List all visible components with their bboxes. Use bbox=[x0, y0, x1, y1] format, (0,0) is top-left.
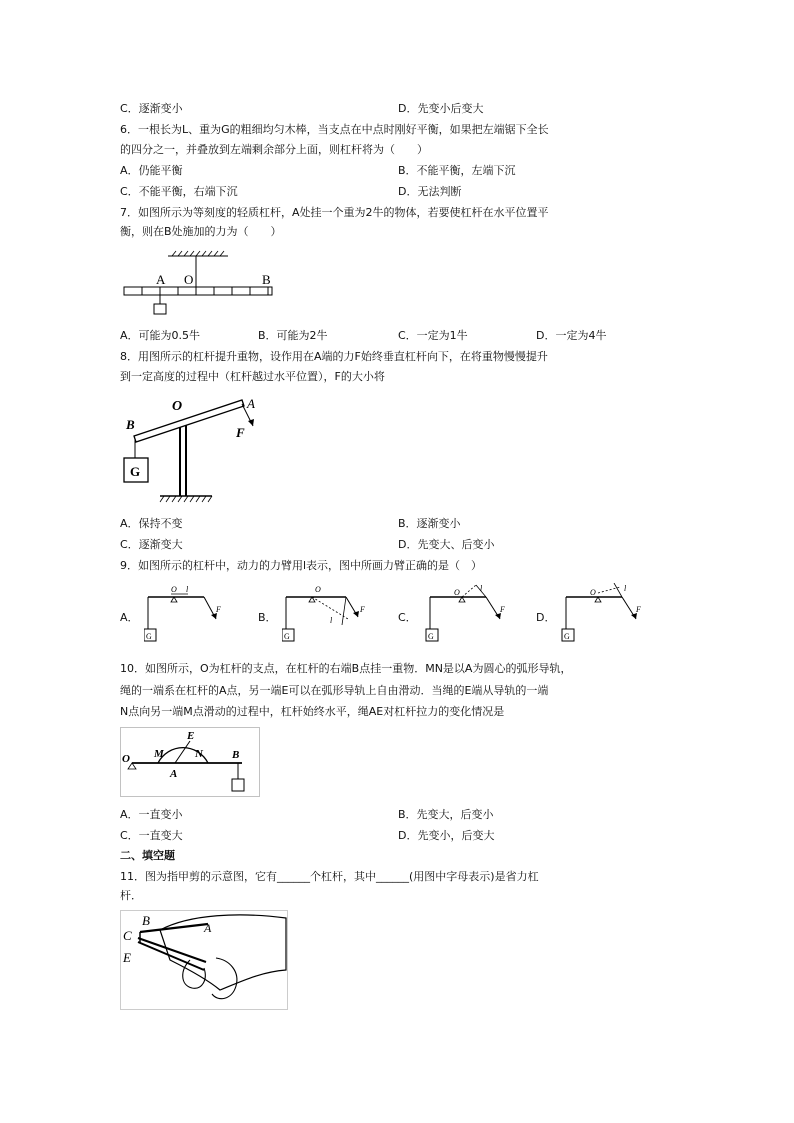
q7-weight-block bbox=[154, 304, 166, 314]
q9c-arm-dashed bbox=[462, 585, 476, 597]
q8-ground-hatch bbox=[160, 496, 212, 502]
q11-stem-line-1: 11．图为指甲剪的示意图，它有______个杠杆，其中______(用图中字母表示)是省力杠 bbox=[120, 870, 539, 883]
q9b-label-o: O bbox=[315, 585, 321, 594]
q5-option-d: D．先变小后变大 bbox=[398, 102, 484, 115]
q9a-label-l: l bbox=[186, 585, 189, 594]
q10-lever-figure bbox=[120, 727, 260, 797]
section-2-heading: 二、填空题 bbox=[120, 849, 175, 862]
q8-label-b: B bbox=[126, 417, 135, 432]
q8-lever-bar bbox=[134, 400, 244, 442]
q8-lever-figure bbox=[120, 392, 270, 510]
q10-option-d: D．先变小，后变大 bbox=[398, 829, 495, 842]
q8-stem-line-2: 到一定高度的过程中（杠杆越过水平位置），F的大小将 bbox=[120, 370, 385, 383]
q9-option-a-label: A． bbox=[120, 611, 139, 624]
q9-stem: 9．如图所示的杠杆中，动力的力臂用l表示，图中所画力臂正确的是（ ） bbox=[120, 559, 483, 572]
q7-option-b: B．可能为2牛 bbox=[258, 329, 328, 342]
q9c-label-o: O bbox=[454, 588, 460, 597]
q9c-label-g: G bbox=[428, 632, 434, 641]
q10-label-o: O bbox=[122, 753, 130, 765]
q9b-label-g: G bbox=[284, 632, 290, 641]
q8-label-f: F bbox=[236, 425, 245, 440]
q6-option-a: A．仍能平衡 bbox=[120, 164, 183, 177]
q7-lever-figure bbox=[118, 248, 286, 318]
q8-option-a: A．保持不变 bbox=[120, 517, 183, 530]
q10-weight-block bbox=[232, 779, 244, 791]
q10-stem-line-2: 绳的一端系在杠杆的A点，另一端E可以在弧形导轨上自由滑动．当绳的E端从导轨的一端 bbox=[120, 684, 549, 697]
q9b-arm-line bbox=[342, 597, 346, 625]
q9d-label-g: G bbox=[564, 632, 570, 641]
q6-option-b: B．不能平衡，左端下沉 bbox=[398, 164, 516, 177]
q9-figure-c bbox=[424, 583, 510, 649]
q9-figure-d bbox=[560, 583, 652, 649]
q5-option-c: C．逐渐变小 bbox=[120, 102, 183, 115]
q10-option-c: C．一直变大 bbox=[120, 829, 183, 842]
q9d-label-f: F bbox=[636, 605, 641, 614]
q8-label-a: A bbox=[247, 396, 255, 411]
q9-option-b-label: B． bbox=[258, 611, 277, 624]
q10-stem-line-3: N点向另一端M点滑动的过程中，杠杆始终水平，绳AE对杠杆拉力的变化情况是 bbox=[120, 705, 505, 718]
q9c-label-f: F bbox=[500, 605, 505, 614]
q10-option-a: A．一直变小 bbox=[120, 808, 183, 821]
q9-figure-a bbox=[144, 583, 224, 649]
q7-label-o: O bbox=[184, 272, 194, 287]
q7-stem-line-2: 衡，则在B处施加的力为（ ） bbox=[120, 225, 282, 238]
q11-stem-line-2: 杆． bbox=[120, 889, 142, 902]
q7-option-d: D．一定为4牛 bbox=[536, 329, 607, 342]
q9a-label-f: F bbox=[216, 605, 221, 614]
q11-label-b: B bbox=[142, 913, 150, 928]
q10-option-b: B．先变大，后变小 bbox=[398, 808, 494, 821]
q8-label-g: G bbox=[130, 464, 141, 479]
q9d-arm-line bbox=[614, 583, 622, 597]
q11-label-c: C bbox=[123, 928, 132, 943]
q11-label-a: A bbox=[204, 921, 212, 935]
q10-label-n: N bbox=[195, 748, 203, 760]
q8-stem-line-1: 8．用图所示的杠杆提升重物，设作用在A端的力F始终垂直杠杆向下，在将重物慢慢提升 bbox=[120, 350, 548, 363]
q7-ceiling-hatch bbox=[172, 251, 224, 256]
q10-label-b: B bbox=[232, 749, 240, 761]
q9-option-d-label: D． bbox=[536, 611, 556, 624]
q7-option-a: A．可能为0.5牛 bbox=[120, 329, 201, 342]
q10-label-a: A bbox=[170, 768, 178, 780]
q7-stem-line-1: 7．如图所示为等刻度的轻质杠杆，A处挂一个重为2牛的物体，若要使杠杆在水平位置平 bbox=[120, 206, 549, 219]
q9d-label-l: l bbox=[624, 584, 627, 593]
q9c-label-l: l bbox=[480, 584, 483, 593]
q8-label-o: O bbox=[172, 399, 183, 414]
q8-option-b: B．逐渐变小 bbox=[398, 517, 461, 530]
q9b-label-l: l bbox=[330, 616, 333, 625]
q9a-label-o: O bbox=[171, 585, 177, 594]
q9-option-c-label: C． bbox=[398, 611, 417, 624]
q11-label-e: E bbox=[123, 950, 131, 965]
q10-label-e: E bbox=[187, 730, 195, 742]
q9-figure-b bbox=[282, 583, 368, 649]
q6-option-d: D．无法判断 bbox=[398, 185, 462, 198]
q10-stem-line-1: 10．如图所示，O为杠杆的支点，在杠杆的右端B点挂一重物．MN是以A为圆心的弧形导轨， bbox=[120, 662, 572, 675]
q9b-label-f: F bbox=[360, 605, 365, 614]
q9a-label-g: G bbox=[146, 632, 152, 641]
q8-option-c: C．逐渐变大 bbox=[120, 538, 183, 551]
q7-option-c: C．一定为1牛 bbox=[398, 329, 468, 342]
q7-label-a: A bbox=[156, 272, 166, 287]
q10-label-m: M bbox=[154, 748, 164, 760]
q10-rope-ae bbox=[175, 741, 190, 763]
q6-option-c: C．不能平衡，右端下沉 bbox=[120, 185, 238, 198]
q11-nail-clipper-figure bbox=[120, 910, 288, 1010]
q7-label-b: B bbox=[262, 272, 271, 287]
q8-option-d: D．先变大、后变小 bbox=[398, 538, 495, 551]
q6-stem-line-1: 6．一根长为L、重为G的粗细均匀木棒，当支点在中点时刚好平衡，如果把左端锯下全长 bbox=[120, 123, 549, 136]
q9d-label-o: O bbox=[590, 588, 596, 597]
q6-stem-line-2: 的四分之一，并叠放到左端剩余部分上面，则杠杆将为（ ） bbox=[120, 143, 428, 156]
